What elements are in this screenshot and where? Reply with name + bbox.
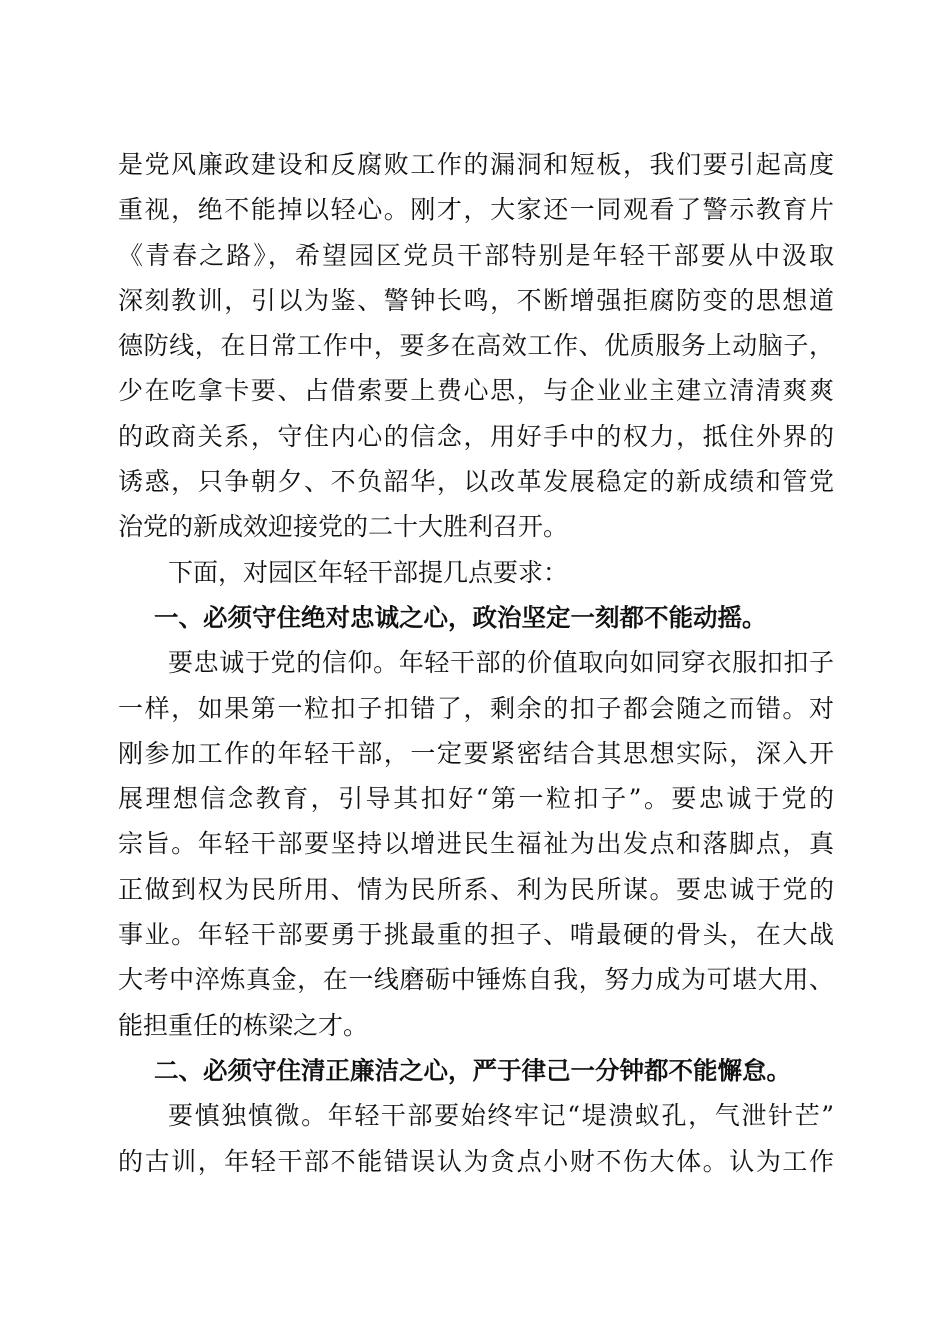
text-line: 治党的新成效迎接党的二十大胜利召开。	[118, 512, 569, 542]
text-line: 展理想信念教育，引导其扣好“第一粒扣子”。要忠诚于党的	[118, 784, 834, 814]
section-heading-2: 二、必须守住清正廉洁之心，严于律己一分钟都不能懈怠。	[154, 1055, 791, 1085]
text-line: 要忠诚于党的信仰。年轻干部的价值取向如同穿衣服扣扣子	[168, 648, 834, 678]
text-line: 深刻教训，引以为鉴、警钟长鸣，不断增强拒腐防变的思想道	[118, 285, 834, 315]
text-line: 诱惑，只争朝夕、不负韶华，以改革发展稳定的新成绩和管党	[118, 467, 834, 497]
text-line: 是党风廉政建设和反腐败工作的漏洞和短板，我们要引起高度	[118, 150, 834, 179]
text-line: 事业。年轻干部要勇于挑最重的担子、啃最硬的骨头，在大战	[118, 920, 834, 950]
text-line: 宗旨。年轻干部要坚持以增进民生福祉为出发点和落脚点，真	[118, 829, 834, 859]
section-heading-1: 一、必须守住绝对忠诚之心，政治坚定一刻都不能动摇。	[154, 602, 767, 632]
text-line: 一样，如果第一粒扣子扣错了，剩余的扣子都会随之而错。对	[118, 693, 834, 723]
text-line: 刚参加工作的年轻干部，一定要紧密结合其思想实际，深入开	[118, 738, 834, 768]
text-line: 的古训，年轻干部不能错误认为贪点小财不伤大体。认为工作	[118, 1146, 834, 1176]
text-line: 要慎独慎微。年轻干部要始终牢记“堤溃蚁孔，气泄针芒”	[168, 1101, 834, 1131]
text-line: 德防线，在日常工作中，要多在高效工作、优质服务上动脑子，	[118, 331, 834, 361]
text-line: 大考中淬炼真金，在一线磨砺中锤炼自我，努力成为可堪大用、	[118, 965, 834, 995]
document-body	[118, 142, 834, 1184]
text-line: 重视，绝不能掉以轻心。刚才，大家还一同观看了警示教育片	[118, 195, 834, 225]
paragraph-intro: 下面，对园区年轻干部提几点要求：	[168, 557, 569, 587]
text-line: 的政商关系，守住内心的信念，用好手中的权力，抵住外界的	[118, 421, 834, 451]
text-line: 能担重任的栋梁之才。	[118, 1010, 369, 1040]
text-line: 正做到权为民所用、情为民所系、利为民所谋。要忠诚于党的	[118, 874, 834, 904]
text-line: 少在吃拿卡要、占借索要上费心思，与企业业主建立清清爽爽	[118, 376, 834, 406]
text-line: 《青春之路》，希望园区党员干部特别是年轻干部要从中汲取	[118, 240, 834, 270]
